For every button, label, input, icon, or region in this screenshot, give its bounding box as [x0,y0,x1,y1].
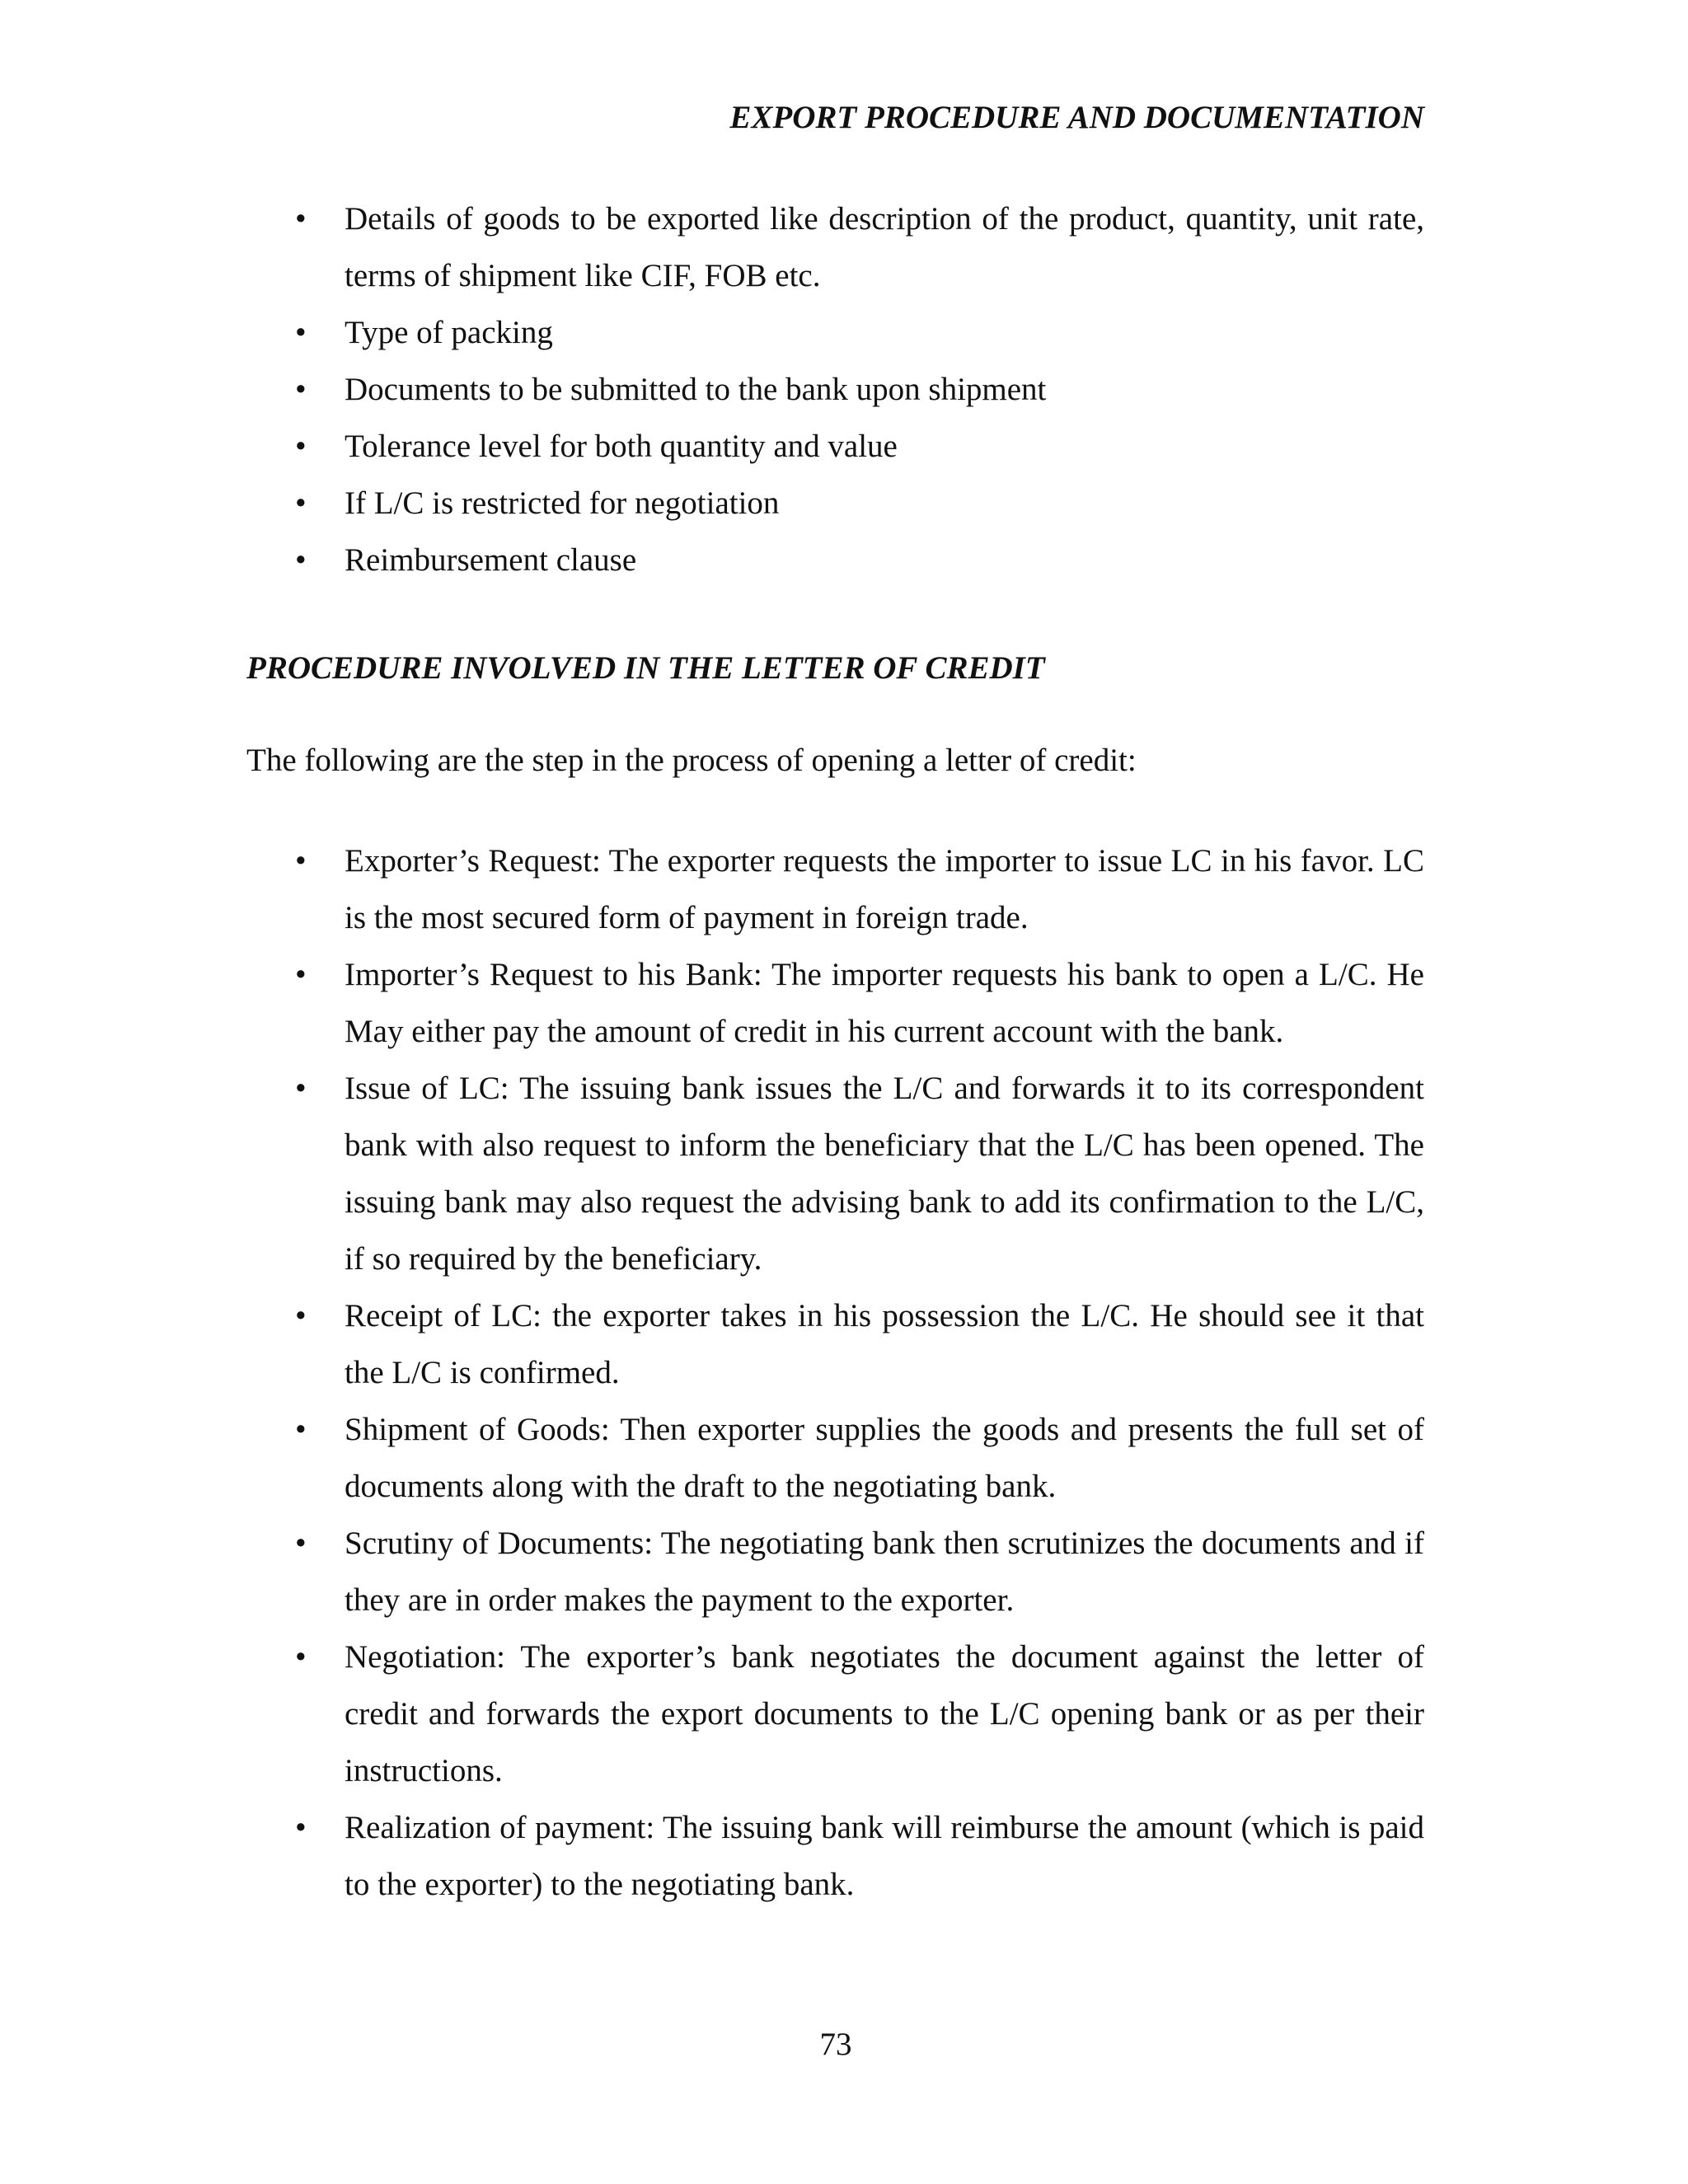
list-item [0,1515,1424,1629]
bullet-icon: • [295,1810,307,1845]
list-item [0,190,1424,304]
list-item-text: Type of packing [345,315,553,350]
list-item [0,418,1424,475]
steps-list [0,832,1688,1913]
list-item-text: Importer’s Request to his Bank: The importer requests his bank to open a L/C. He May either pay the amount of credit in his current account with the bank. [345,957,1424,1049]
list-item [0,1629,1424,1799]
bullet-icon: • [295,485,307,521]
bullet-icon: • [295,957,307,992]
list-item [0,1287,1424,1401]
bullet-icon: • [295,1526,307,1561]
list-item-text: Issue of LC: The issuing bank issues the L/C and forwards it to its correspondent bank with also request to inform the beneficiary that the L/C has been opened. The issuing bank may also request the advising bank to add its confirmation to the L/C, if so required by the beneficiary. [345,1071,1424,1277]
list-item-text: Shipment of Goods: Then exporter supplies the goods and presents the full set of documents along with the draft to the negotiating bank. [345,1412,1424,1504]
section-heading: PROCEDURE INVOLVED IN THE LETTER OF CREDIT [246,650,1045,686]
list-item-text: Realization of payment: The issuing bank will reimburse the amount (which is paid to the exporter) to the negotiating bank. [345,1810,1424,1902]
list-item-text: If L/C is restricted for negotiation [345,485,780,521]
list-item [0,361,1424,418]
list-item-text: Documents to be submitted to the bank upon shipment [345,372,1047,407]
bullet-icon: • [295,1412,307,1447]
list-item [0,1060,1424,1287]
bullet-icon: • [295,429,307,464]
bullet-icon: • [295,315,307,350]
bullet-icon: • [295,542,307,578]
running-header: EXPORT PROCEDURE AND DOCUMENTATION [729,100,1424,135]
bullet-icon: • [295,843,307,879]
list-item [0,532,1424,588]
requirements-list [0,190,1688,588]
list-item-text: Receipt of LC: the exporter takes in his possession the L/C. He should see it that the L/C is confirmed. [345,1298,1424,1390]
list-item [0,1401,1424,1515]
bullet-icon: • [295,201,307,237]
list-item-text: Details of goods to be exported like description of the product, quantity, unit rate, terms of shipment like CIF, FOB etc. [345,201,1424,293]
bullet-icon: • [295,372,307,407]
bullet-icon: • [295,1298,307,1333]
list-item-text: Exporter’s Request: The exporter requests the importer to issue LC in his favor. LC is the most secured form of payment in foreign trade. [345,843,1424,935]
list-item-text: Tolerance level for both quantity and value [345,429,898,464]
list-item [0,304,1424,361]
list-item-text: Negotiation: The exporter’s bank negotiates the document against the letter of credit and forwards the export documents to the L/C opening bank or as per their instructions. [345,1639,1424,1788]
list-item-text: Reimbursement clause [345,542,637,578]
list-item [0,946,1424,1060]
bullet-icon: • [295,1071,307,1106]
list-item [0,832,1424,946]
list-item [0,475,1424,532]
intro-paragraph: The following are the step in the process of opening a letter of credit: [246,743,1137,778]
list-item [0,1799,1424,1913]
bullet-icon: • [295,1639,307,1675]
list-item-text: Scrutiny of Documents: The negotiating bank then scrutinizes the documents and if they are in order makes the payment to the exporter. [345,1526,1424,1618]
page-number: 73 [819,2027,852,2062]
